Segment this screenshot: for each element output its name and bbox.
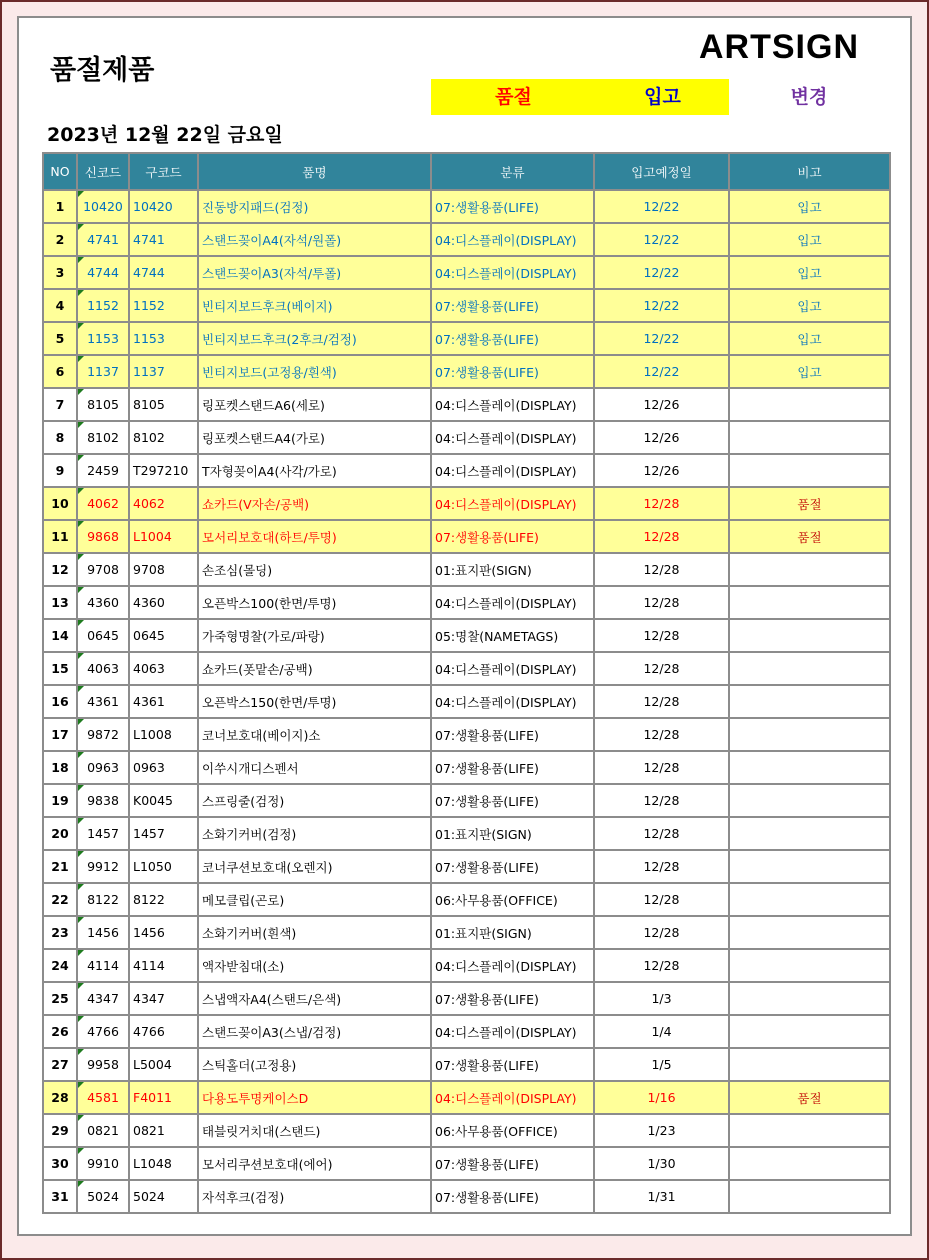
cell-category: 05:명찰(NAMETAGS) xyxy=(431,619,594,652)
cell-category: 04:디스플레이(DISPLAY) xyxy=(431,1081,594,1114)
cell-note: 품절 xyxy=(729,1081,890,1114)
cell-new-code: 1457 xyxy=(77,817,129,850)
table-row xyxy=(43,388,890,421)
cell-product-name: 빈티지보드후크(2후크/검정) xyxy=(198,322,431,355)
cell-category: 07:생활용품(LIFE) xyxy=(431,289,594,322)
cell-no: 3 xyxy=(43,256,77,289)
cell-category: 04:디스플레이(DISPLAY) xyxy=(431,1015,594,1048)
cell-old-code: L5004 xyxy=(129,1048,198,1081)
cell-old-code: 1153 xyxy=(129,322,198,355)
cell-no: 25 xyxy=(43,982,77,1015)
cell-category: 07:생활용품(LIFE) xyxy=(431,1147,594,1180)
cell-product-name: 코너쿠션보호대(오렌지) xyxy=(198,850,431,883)
cell-new-code: 0963 xyxy=(77,751,129,784)
cell-category: 07:생활용품(LIFE) xyxy=(431,718,594,751)
cell-note xyxy=(729,454,890,487)
cell-old-code: L1050 xyxy=(129,850,198,883)
cell-note: 입고 xyxy=(729,223,890,256)
cell-note xyxy=(729,553,890,586)
table-row xyxy=(43,685,890,718)
cell-note xyxy=(729,784,890,817)
table-row xyxy=(43,355,890,388)
cell-old-code: 4063 xyxy=(129,652,198,685)
cell-new-code: 4766 xyxy=(77,1015,129,1048)
cell-product-name: 빈티지보드후크(베이지) xyxy=(198,289,431,322)
cell-new-code: 4347 xyxy=(77,982,129,1015)
cell-category: 04:디스플레이(DISPLAY) xyxy=(431,652,594,685)
cell-note xyxy=(729,652,890,685)
cell-no: 18 xyxy=(43,751,77,784)
cell-product-name: 태블릿거치대(스탠드) xyxy=(198,1114,431,1147)
cell-arrival-date: 1/3 xyxy=(594,982,729,1015)
cell-old-code: 4766 xyxy=(129,1015,198,1048)
cell-product-name: 가죽형명찰(가로/파랑) xyxy=(198,619,431,652)
cell-note: 입고 xyxy=(729,256,890,289)
cell-old-code: 8122 xyxy=(129,883,198,916)
table-row xyxy=(43,322,890,355)
cell-arrival-date: 12/22 xyxy=(594,289,729,322)
cell-old-code: L1048 xyxy=(129,1147,198,1180)
cell-no: 20 xyxy=(43,817,77,850)
cell-arrival-date: 1/4 xyxy=(594,1015,729,1048)
cell-new-code: 1456 xyxy=(77,916,129,949)
cell-category: 07:생활용품(LIFE) xyxy=(431,190,594,223)
cell-note xyxy=(729,1048,890,1081)
cell-category: 07:생활용품(LIFE) xyxy=(431,982,594,1015)
table-row xyxy=(43,289,890,322)
table-row xyxy=(43,1114,890,1147)
cell-no: 28 xyxy=(43,1081,77,1114)
table-row xyxy=(43,784,890,817)
cell-arrival-date: 12/22 xyxy=(594,355,729,388)
table-row xyxy=(43,421,890,454)
cell-product-name: 링포켓스탠드A6(세로) xyxy=(198,388,431,421)
cell-arrival-date: 1/30 xyxy=(594,1147,729,1180)
cell-no: 21 xyxy=(43,850,77,883)
cell-arrival-date: 12/26 xyxy=(594,421,729,454)
cell-arrival-date: 12/22 xyxy=(594,256,729,289)
cell-no: 30 xyxy=(43,1147,77,1180)
cell-arrival-date: 12/28 xyxy=(594,751,729,784)
table-row xyxy=(43,850,890,883)
column-header-note: 비고 xyxy=(729,153,890,190)
cell-new-code: 4114 xyxy=(77,949,129,982)
cell-note xyxy=(729,718,890,751)
column-header-new-code: 신코드 xyxy=(77,153,129,190)
cell-arrival-date: 12/28 xyxy=(594,817,729,850)
table-row xyxy=(43,916,890,949)
cell-no: 17 xyxy=(43,718,77,751)
cell-old-code: 4114 xyxy=(129,949,198,982)
product-table xyxy=(42,152,891,1214)
cell-no: 29 xyxy=(43,1114,77,1147)
table-row xyxy=(43,949,890,982)
cell-category: 07:생활용품(LIFE) xyxy=(431,751,594,784)
cell-new-code: 4581 xyxy=(77,1081,129,1114)
column-header-no: NO xyxy=(43,153,77,190)
cell-new-code: 1152 xyxy=(77,289,129,322)
cell-product-name: 메모클립(곤로) xyxy=(198,883,431,916)
report-date: 2023년 12월 22일 금요일 xyxy=(47,124,283,146)
cell-no: 14 xyxy=(43,619,77,652)
table-row xyxy=(43,652,890,685)
cell-note xyxy=(729,982,890,1015)
cell-product-name: 다용도투명케이스D xyxy=(198,1081,431,1114)
cell-note xyxy=(729,949,890,982)
column-header-category: 분류 xyxy=(431,153,594,190)
table-row xyxy=(43,751,890,784)
table-row xyxy=(43,223,890,256)
cell-product-name: 스탠드꽂이A3(자석/투폴) xyxy=(198,256,431,289)
cell-note xyxy=(729,685,890,718)
table-row xyxy=(43,454,890,487)
table-row xyxy=(43,982,890,1015)
legend-instock: 입고 xyxy=(644,86,681,108)
cell-new-code: 0821 xyxy=(77,1114,129,1147)
cell-category: 04:디스플레이(DISPLAY) xyxy=(431,256,594,289)
cell-old-code: L1004 xyxy=(129,520,198,553)
table-row xyxy=(43,586,890,619)
cell-arrival-date: 12/22 xyxy=(594,223,729,256)
cell-product-name: 스탠드꽂이A4(자석/원폴) xyxy=(198,223,431,256)
cell-old-code: 1152 xyxy=(129,289,198,322)
cell-note xyxy=(729,421,890,454)
cell-product-name: 자석후크(검정) xyxy=(198,1180,431,1213)
cell-note: 품절 xyxy=(729,487,890,520)
cell-category: 07:생활용품(LIFE) xyxy=(431,355,594,388)
cell-new-code: 8102 xyxy=(77,421,129,454)
table-row xyxy=(43,883,890,916)
table-row xyxy=(43,718,890,751)
table-row xyxy=(43,190,890,223)
cell-old-code: 4361 xyxy=(129,685,198,718)
cell-category: 01:표지판(SIGN) xyxy=(431,553,594,586)
cell-new-code: 4744 xyxy=(77,256,129,289)
cell-no: 8 xyxy=(43,421,77,454)
table-row xyxy=(43,487,890,520)
cell-no: 23 xyxy=(43,916,77,949)
cell-product-name: 이쑤시개디스펜서 xyxy=(198,751,431,784)
cell-no: 7 xyxy=(43,388,77,421)
cell-new-code: 1137 xyxy=(77,355,129,388)
table-row xyxy=(43,1048,890,1081)
cell-category: 07:생활용품(LIFE) xyxy=(431,850,594,883)
cell-product-name: 소화기커버(흰색) xyxy=(198,916,431,949)
table-row xyxy=(43,817,890,850)
cell-arrival-date: 12/28 xyxy=(594,553,729,586)
cell-old-code: 4347 xyxy=(129,982,198,1015)
table-row xyxy=(43,256,890,289)
cell-category: 04:디스플레이(DISPLAY) xyxy=(431,421,594,454)
cell-category: 04:디스플레이(DISPLAY) xyxy=(431,586,594,619)
cell-no: 2 xyxy=(43,223,77,256)
column-header-product-name: 품명 xyxy=(198,153,431,190)
cell-arrival-date: 12/22 xyxy=(594,190,729,223)
cell-note xyxy=(729,916,890,949)
cell-note xyxy=(729,1015,890,1048)
cell-new-code: 4361 xyxy=(77,685,129,718)
cell-no: 16 xyxy=(43,685,77,718)
cell-no: 6 xyxy=(43,355,77,388)
cell-note xyxy=(729,586,890,619)
cell-no: 4 xyxy=(43,289,77,322)
cell-product-name: 쇼카드(폿맡손/공백) xyxy=(198,652,431,685)
cell-old-code: 1137 xyxy=(129,355,198,388)
cell-new-code: 4741 xyxy=(77,223,129,256)
cell-new-code: 4063 xyxy=(77,652,129,685)
cell-arrival-date: 12/28 xyxy=(594,718,729,751)
cell-no: 10 xyxy=(43,487,77,520)
cell-new-code: 9868 xyxy=(77,520,129,553)
cell-category: 04:디스플레이(DISPLAY) xyxy=(431,685,594,718)
cell-new-code: 2459 xyxy=(77,454,129,487)
cell-arrival-date: 12/28 xyxy=(594,883,729,916)
column-header-arrival-date: 입고예정일 xyxy=(594,153,729,190)
cell-arrival-date: 1/5 xyxy=(594,1048,729,1081)
cell-new-code: 1153 xyxy=(77,322,129,355)
cell-product-name: 오픈박스150(한면/투명) xyxy=(198,685,431,718)
page-title: 품절제품 xyxy=(50,55,155,86)
cell-old-code: 10420 xyxy=(129,190,198,223)
cell-product-name: 진동방지패드(검정) xyxy=(198,190,431,223)
cell-arrival-date: 1/16 xyxy=(594,1081,729,1114)
table-row xyxy=(43,1015,890,1048)
column-header-old-code: 구코드 xyxy=(129,153,198,190)
cell-new-code: 9872 xyxy=(77,718,129,751)
cell-new-code: 9912 xyxy=(77,850,129,883)
cell-category: 04:디스플레이(DISPLAY) xyxy=(431,223,594,256)
cell-note: 입고 xyxy=(729,322,890,355)
cell-new-code: 9838 xyxy=(77,784,129,817)
cell-category: 01:표지판(SIGN) xyxy=(431,817,594,850)
cell-arrival-date: 12/28 xyxy=(594,784,729,817)
cell-arrival-date: 12/28 xyxy=(594,487,729,520)
cell-note xyxy=(729,850,890,883)
cell-old-code: K0045 xyxy=(129,784,198,817)
cell-product-name: 스프링줄(검정) xyxy=(198,784,431,817)
cell-old-code: 4360 xyxy=(129,586,198,619)
cell-no: 22 xyxy=(43,883,77,916)
cell-product-name: T자형꽂이A4(사각/가로) xyxy=(198,454,431,487)
cell-note xyxy=(729,1180,890,1213)
cell-no: 26 xyxy=(43,1015,77,1048)
cell-no: 15 xyxy=(43,652,77,685)
table-row xyxy=(43,1081,890,1114)
cell-new-code: 9958 xyxy=(77,1048,129,1081)
cell-old-code: T297210 xyxy=(129,454,198,487)
cell-category: 04:디스플레이(DISPLAY) xyxy=(431,487,594,520)
cell-new-code: 4062 xyxy=(77,487,129,520)
table-row xyxy=(43,520,890,553)
cell-category: 07:생활용품(LIFE) xyxy=(431,1180,594,1213)
brand-logo: ARTSIGN xyxy=(699,28,859,66)
legend-soldout: 품절 xyxy=(495,86,532,108)
document-sheet xyxy=(17,16,912,1236)
cell-old-code: 9708 xyxy=(129,553,198,586)
cell-arrival-date: 1/23 xyxy=(594,1114,729,1147)
cell-no: 24 xyxy=(43,949,77,982)
cell-note xyxy=(729,883,890,916)
cell-category: 07:생활용품(LIFE) xyxy=(431,1048,594,1081)
cell-arrival-date: 12/28 xyxy=(594,949,729,982)
cell-arrival-date: 12/28 xyxy=(594,520,729,553)
legend-change: 변경 xyxy=(790,86,828,108)
table-body xyxy=(43,190,890,1213)
cell-new-code: 0645 xyxy=(77,619,129,652)
cell-old-code: 4744 xyxy=(129,256,198,289)
cell-new-code: 8105 xyxy=(77,388,129,421)
cell-old-code: 4062 xyxy=(129,487,198,520)
cell-old-code: 0821 xyxy=(129,1114,198,1147)
cell-no: 9 xyxy=(43,454,77,487)
cell-category: 04:디스플레이(DISPLAY) xyxy=(431,454,594,487)
cell-category: 06:사무용품(OFFICE) xyxy=(431,883,594,916)
cell-old-code: 5024 xyxy=(129,1180,198,1213)
cell-product-name: 모서리쿠션보호대(에어) xyxy=(198,1147,431,1180)
cell-product-name: 코너보호대(베이지)소 xyxy=(198,718,431,751)
table-row xyxy=(43,1147,890,1180)
cell-arrival-date: 1/31 xyxy=(594,1180,729,1213)
table-row xyxy=(43,1180,890,1213)
table-header-row xyxy=(43,153,890,190)
cell-old-code: 4741 xyxy=(129,223,198,256)
cell-note: 입고 xyxy=(729,190,890,223)
cell-arrival-date: 12/26 xyxy=(594,454,729,487)
cell-note xyxy=(729,751,890,784)
cell-note: 입고 xyxy=(729,289,890,322)
cell-product-name: 손조심(몰딩) xyxy=(198,553,431,586)
cell-arrival-date: 12/28 xyxy=(594,685,729,718)
cell-old-code: 1456 xyxy=(129,916,198,949)
cell-new-code: 4360 xyxy=(77,586,129,619)
cell-new-code: 9910 xyxy=(77,1147,129,1180)
cell-product-name: 스냅액자A4(스탠드/은색) xyxy=(198,982,431,1015)
cell-no: 11 xyxy=(43,520,77,553)
cell-note xyxy=(729,1114,890,1147)
cell-product-name: 오픈박스100(한면/투명) xyxy=(198,586,431,619)
cell-category: 06:사무용품(OFFICE) xyxy=(431,1114,594,1147)
cell-old-code: 1457 xyxy=(129,817,198,850)
cell-arrival-date: 12/28 xyxy=(594,916,729,949)
cell-category: 04:디스플레이(DISPLAY) xyxy=(431,388,594,421)
cell-product-name: 모서리보호대(하트/투명) xyxy=(198,520,431,553)
cell-product-name: 링포켓스탠드A4(가로) xyxy=(198,421,431,454)
cell-product-name: 빈티지보드(고정용/흰색) xyxy=(198,355,431,388)
cell-product-name: 액자받침대(소) xyxy=(198,949,431,982)
cell-arrival-date: 12/28 xyxy=(594,586,729,619)
cell-note xyxy=(729,1147,890,1180)
cell-arrival-date: 12/28 xyxy=(594,652,729,685)
cell-old-code: L1008 xyxy=(129,718,198,751)
cell-note: 입고 xyxy=(729,355,890,388)
cell-category: 07:생활용품(LIFE) xyxy=(431,322,594,355)
cell-product-name: 소화기커버(검정) xyxy=(198,817,431,850)
cell-no: 13 xyxy=(43,586,77,619)
cell-old-code: F4011 xyxy=(129,1081,198,1114)
cell-arrival-date: 12/28 xyxy=(594,850,729,883)
cell-arrival-date: 12/22 xyxy=(594,322,729,355)
cell-note xyxy=(729,388,890,421)
cell-old-code: 8102 xyxy=(129,421,198,454)
cell-category: 07:생활용품(LIFE) xyxy=(431,520,594,553)
cell-arrival-date: 12/26 xyxy=(594,388,729,421)
cell-old-code: 0645 xyxy=(129,619,198,652)
cell-note xyxy=(729,619,890,652)
cell-product-name: 스틱홀더(고정용) xyxy=(198,1048,431,1081)
cell-new-code: 10420 xyxy=(77,190,129,223)
cell-no: 5 xyxy=(43,322,77,355)
cell-old-code: 8105 xyxy=(129,388,198,421)
cell-new-code: 5024 xyxy=(77,1180,129,1213)
cell-product-name: 쇼카드(V자손/공백) xyxy=(198,487,431,520)
cell-note xyxy=(729,817,890,850)
cell-no: 12 xyxy=(43,553,77,586)
cell-old-code: 0963 xyxy=(129,751,198,784)
table-row xyxy=(43,553,890,586)
cell-no: 19 xyxy=(43,784,77,817)
cell-product-name: 스탠드꽂이A3(스냅/검정) xyxy=(198,1015,431,1048)
cell-new-code: 8122 xyxy=(77,883,129,916)
cell-no: 1 xyxy=(43,190,77,223)
cell-note: 품절 xyxy=(729,520,890,553)
cell-category: 01:표지판(SIGN) xyxy=(431,916,594,949)
cell-no: 31 xyxy=(43,1180,77,1213)
cell-new-code: 9708 xyxy=(77,553,129,586)
table-row xyxy=(43,619,890,652)
cell-no: 27 xyxy=(43,1048,77,1081)
cell-arrival-date: 12/28 xyxy=(594,619,729,652)
cell-category: 07:생활용품(LIFE) xyxy=(431,784,594,817)
cell-category: 04:디스플레이(DISPLAY) xyxy=(431,949,594,982)
